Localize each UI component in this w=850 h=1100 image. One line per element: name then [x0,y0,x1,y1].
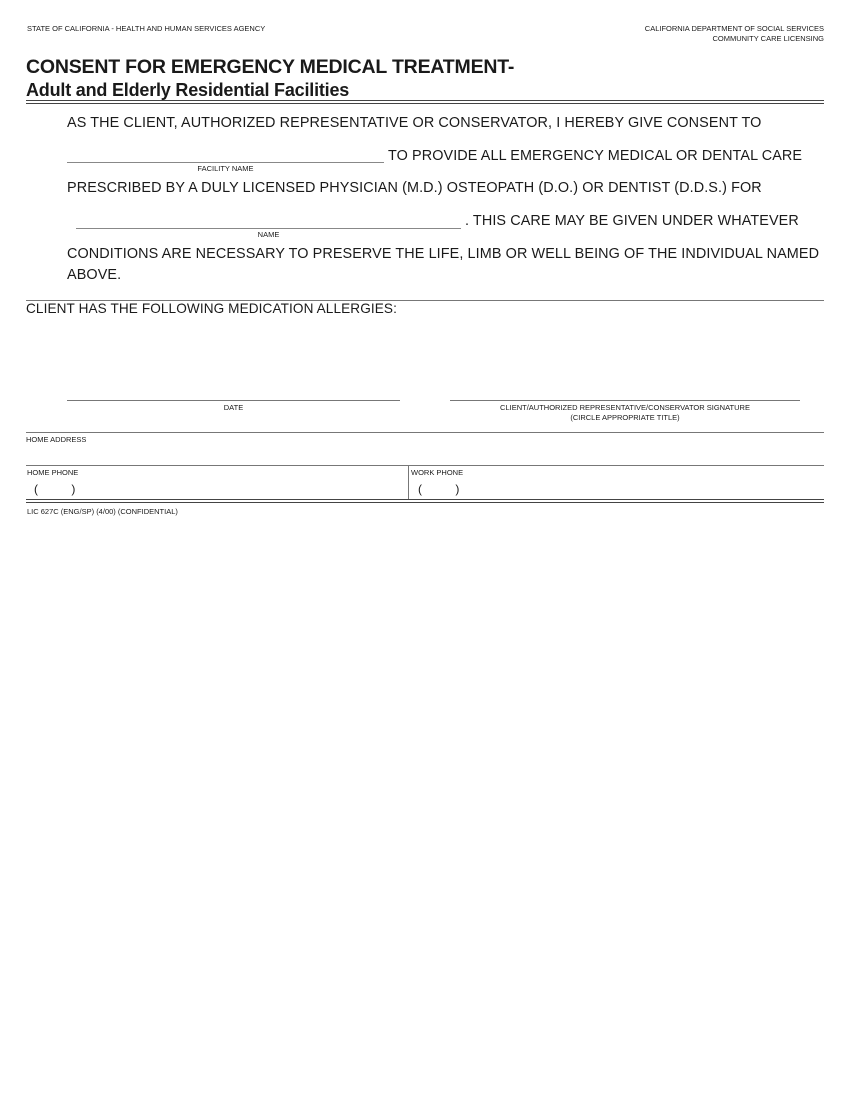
agency-right-line2: COMMUNITY CARE LICENSING [712,34,824,43]
signature-line [450,400,800,401]
consent-line-6: ABOVE. [67,267,122,283]
facility-name-caption: FACILITY NAME [197,164,254,173]
home-address-field[interactable] [26,445,824,465]
home-phone-field[interactable] [26,478,406,498]
bottom-rule-2 [26,502,824,503]
consent-line-3: PRESCRIBED BY A DULY LICENSED PHYSICIAN (M.D.) OSTEOPATH (D.O.) OR DENTIST (D.D.S.) FOR [67,180,762,196]
home-phone-label: HOME PHONE [27,468,79,477]
consent-line-1: AS THE CLIENT, AUTHORIZED REPRESENTATIVE OR CONSERVATOR, I HEREBY GIVE CONSENT TO [67,115,762,131]
signature-caption-line2: (CIRCLE APPROPRIATE TITLE) [570,412,680,422]
signature-caption [450,403,800,422]
agency-right-line1: CALIFORNIA DEPARTMENT OF SOCIAL SERVICES [644,24,824,33]
date-field[interactable] [67,384,400,400]
agency-right-header [645,24,824,44]
signature-caption-line1: CLIENT/AUTHORIZED REPRESENTATIVE/CONSERVATOR SIGNATURE [500,403,750,412]
allergies-label: CLIENT HAS THE FOLLOWING MEDICATION ALLERGIES: [26,301,397,316]
patient-name-underline [76,228,461,229]
work-phone-label: WORK PHONE [411,468,464,477]
form-id: LIC 627C (ENG/SP) (4/00) (CONFIDENTIAL) [27,507,178,516]
patient-name-caption: NAME [257,230,280,239]
title-rule-bottom [26,103,824,104]
consent-line-5: CONDITIONS ARE NECESSARY TO PRESERVE THE LIFE, LIMB OR WELL BEING OF THE INDIVIDUAL NAMED [67,246,820,262]
agency-left-header: STATE OF CALIFORNIA - HEALTH AND HUMAN SERVICES AGENCY [27,24,266,33]
consent-line-4: . THIS CARE MAY BE GIVEN UNDER WHATEVER [465,213,799,229]
phone-rule [26,465,824,466]
home-phone-parens: ( ) [34,482,76,496]
form-title: CONSENT FOR EMERGENCY MEDICAL TREATMENT- [26,56,515,78]
home-address-rule [26,432,824,433]
work-phone-parens: ( ) [418,482,460,496]
consent-line-2: TO PROVIDE ALL EMERGENCY MEDICAL OR DENTAL CARE [388,148,803,164]
home-address-label: HOME ADDRESS [26,435,87,444]
work-phone-field[interactable] [410,478,824,498]
phone-divider [408,465,409,499]
facility-name-underline [67,162,384,163]
signature-field[interactable] [450,384,800,400]
title-rule-top [26,100,824,101]
date-line [67,400,400,401]
date-caption: DATE [223,403,244,412]
form-subtitle: Adult and Elderly Residential Facilities [26,80,350,100]
bottom-rule-1 [26,499,824,500]
